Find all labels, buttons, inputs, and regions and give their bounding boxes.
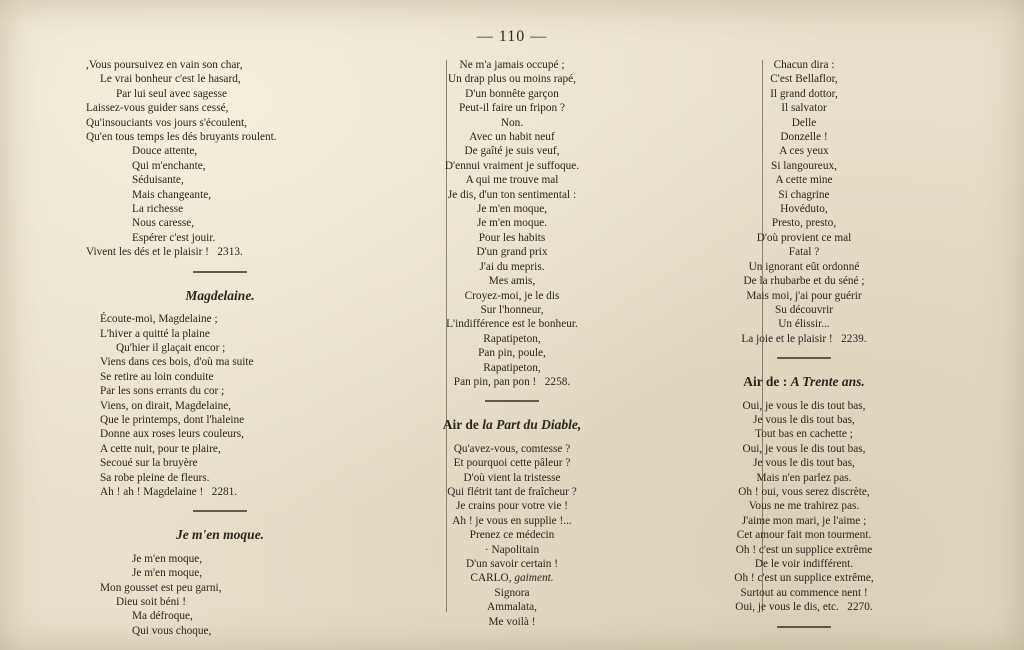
verse-line: Rapatipeton, [483,361,541,374]
verse-line: Séduisante, [132,174,184,187]
verse-line: Je dis, d'un ton sentimental : [447,188,577,201]
verse-line: Le vrai bonheur c'est le hasard, [100,73,241,86]
verse-line: Je m'en moque, [132,552,203,565]
verse-part-du-diable [378,442,646,629]
song-title-prefix: Air de : [743,374,791,390]
verse-line: Écoute-moi, Magdelaine ; [100,313,218,326]
verse-line: Viens dans ces bois, d'où ma suite [100,356,254,369]
verse-line: Dieu soit béni ! [116,596,186,608]
verse-line: Mais moi, j'ai pour guérir [746,289,862,302]
verse-line: A ces yeux [779,145,829,158]
page-number: — 110 — [476,28,548,45]
section-divider [777,626,831,628]
verse-line: Sur l'honneur, [480,303,544,316]
verse-line: D'un grand prix [476,246,548,259]
verse-line: Qui m'enchante, [132,159,206,172]
verse-line: La richesse [132,203,184,216]
verse-line: Se retire au loin conduite [100,370,214,383]
verse-line: Hovéduto, [780,203,828,216]
verse-line: Je vous le dis tout bas, [753,457,855,470]
verse-line: Oui, je vous le dis tout bas, [742,399,866,412]
verse-line: Par lui seul avec sagesse [116,87,228,100]
verse-line: Secoué sur la bruyère [100,457,198,470]
song-title-je-men-moque [86,528,354,542]
section-divider [193,510,247,512]
verse-line: Mon gousset est peu garni, [100,581,222,594]
song-title-text: A Trente ans. [790,374,865,390]
verse-line: Nous caresse, [132,217,195,230]
verse-line: Donne aux roses leurs couleurs, [100,428,244,441]
verse-line: A cette nuit, pour te plaire, [100,442,221,455]
section-divider [777,357,831,359]
verse-a-trente-ans [670,399,938,615]
verse-line: Mais n'en parlez pas. [756,471,852,484]
verse-line: A qui me trouve mal [465,174,559,187]
verse-line: Ma défroque, [132,610,193,623]
verse-line: Douce attente, [132,145,198,158]
verse-line: Chacun dira : [773,59,835,71]
verse-line: Je crains pour votre vie ! [456,500,568,513]
song-title-text: Je m'en moque. [175,527,265,543]
song-title-text: Magdelaine. [185,287,255,303]
verse-line: Ah ! ah ! Magdelaine ! 2281. [100,485,238,498]
section-divider [193,271,247,273]
verse-line: Peut-il faire un fripon ? [458,102,566,115]
verse-line: Qu'insouciants vos jours s'écoulent, [86,116,247,129]
verse-line: De la rhubarbe et du séné ; [743,275,865,288]
verse-line: Avec un habit neuf [469,131,555,144]
verse-line: Je m'en moque, [476,203,548,216]
verse-line: Croyez-moi, je le dis [464,289,560,302]
verse-je-men-moque [86,552,354,638]
song-title-text: la Part du Diable, [482,417,582,433]
verse-line: Su découvrir [774,303,834,316]
verse-line: De gaîté je suis veuf, [464,145,560,158]
verse-line: Delle [791,116,817,129]
speaker-name: CARLO, [470,572,512,585]
verse-line: Me voilà ! [488,615,536,628]
verse-line: Si langoureux, [771,159,837,172]
verse-chacun-dira [670,58,938,346]
verse-line: Qui flétrit tant de fraîcheur ? [447,485,577,498]
section-divider [485,400,539,402]
verse-line: Tout bas en cachette ; [755,428,853,441]
verse-line: L'indifférence est le bonheur. [446,318,578,331]
verse-line: · Napolitain [484,543,540,556]
verse-line: Oh ! oui, vous serez discrète, [738,485,870,498]
verse-line: Un élissir... [778,318,830,331]
verse-line: Non. [500,116,524,129]
verse-line: Je m'en moque, [132,567,203,580]
verse-line: Qu'en tous temps les dés bruyants roulent. [86,131,277,144]
verse-line: Je m'en moque. [476,217,548,230]
verse-line: J'aime mon mari, je l'aime ; [741,514,867,527]
verse-line: Il salvator [781,102,827,115]
verse-line: D'où vient la tristesse [463,471,561,484]
song-title-part-du-diable [378,418,646,432]
verse-line: Signora [494,586,530,599]
verse-line: Mes amis, [488,275,536,288]
verse-line: D'ennui vraiment je suffoque. [444,159,580,172]
verse-line: Espérer c'est jouir. [132,231,216,244]
column-center [364,58,646,628]
song-title-prefix: Air de [442,417,483,433]
verse-line: Sa robe pleine de fleurs. [100,471,210,484]
verse-line: Pan pin, poule, [478,347,546,360]
verse-line: Qu'hier il glaçait encor ; [116,341,226,354]
verse-vous-poursuivez [86,58,354,260]
verse-line: Surtout au commence nent ! [740,586,868,599]
verse-line: Presto, presto, [771,217,837,230]
verse-line: Laissez-vous guider sans cessé, [86,102,229,115]
verse-line: Pour les habits [478,231,546,244]
verse-line: Que le printemps, dont l'haleine [100,413,245,426]
verse-line: Oui, je vous le dis tout bas, [742,442,866,455]
verse-ne-ma-jamais [378,58,646,389]
verse-line: Il grand dottor, [770,87,838,100]
verse-line: C'est Bellaflor, [770,73,838,86]
text-columns [86,58,938,637]
verse-line: Je vous le dis tout bas, [753,413,855,426]
verse-line: Mais changeante, [132,188,212,201]
verse-line: Vous ne me trahirez pas. [748,500,860,513]
verse-line: A cette mine [775,174,833,187]
verse-line: L'hiver a quitté la plaine [100,327,210,340]
verse-line: De le voir indifférent. [754,558,854,570]
verse-line: Si chagrine [778,188,830,201]
verse-line: D'un savoir certain ! [465,558,559,570]
verse-line: La joie et le plaisir ! 2239. [741,332,867,345]
verse-line: Rapatipeton, [483,332,541,345]
verse-line: Un drap plus ou moins rapé, [447,73,576,86]
stage-direction: gaiment. [511,572,554,585]
verse-line: Oh ! c'est un supplice extrême [735,543,873,556]
verse-line: D'un bonnête garçon [465,87,559,100]
verse-line: Prenez ce médecin [469,529,555,542]
verse-line: J'ai du mepris. [479,260,545,273]
verse-line: Fatal ? [788,246,820,259]
verse-line: Qui vous choque, [132,624,212,637]
verse-line: Ne m'a jamais occupé ; [459,59,565,71]
column-left [86,58,354,637]
verse-line: Oh ! c'est un supplice extrême, [734,572,874,585]
verse-line: Qu'avez-vous, comtesse ? [453,442,571,455]
verse-line: Un ignorant eût ordonné [748,260,860,273]
song-title-magdelaine [86,289,354,303]
verse-line [378,571,646,585]
column-right [656,58,938,614]
verse-line: Vivent les dés et le plaisir ! 2313. [86,246,243,259]
verse-line: ,Vous poursuivez en vain son char, [86,59,243,71]
song-title-a-trente-ans [670,375,938,389]
verse-line: Oui, je vous le dis, etc. 2270. [735,601,873,614]
verse-magdelaine [86,312,354,499]
verse-line: Ah ! je vous en supplie !... [452,514,572,527]
verse-line: Viens, on dirait, Magdelaine, [100,399,232,412]
verse-line: Pan pin, pan pon ! 2258. [453,375,571,388]
verse-line: Ammalata, [487,601,537,614]
verse-line: Par les sons errants du cor ; [100,385,225,398]
verse-line: Et pourquoi cette pâleur ? [453,457,571,470]
verse-line: Donzelle ! [780,131,828,144]
verse-line: D'où provient ce mal [756,231,852,244]
verse-line: Cet amour fait mon tourment. [736,529,872,542]
